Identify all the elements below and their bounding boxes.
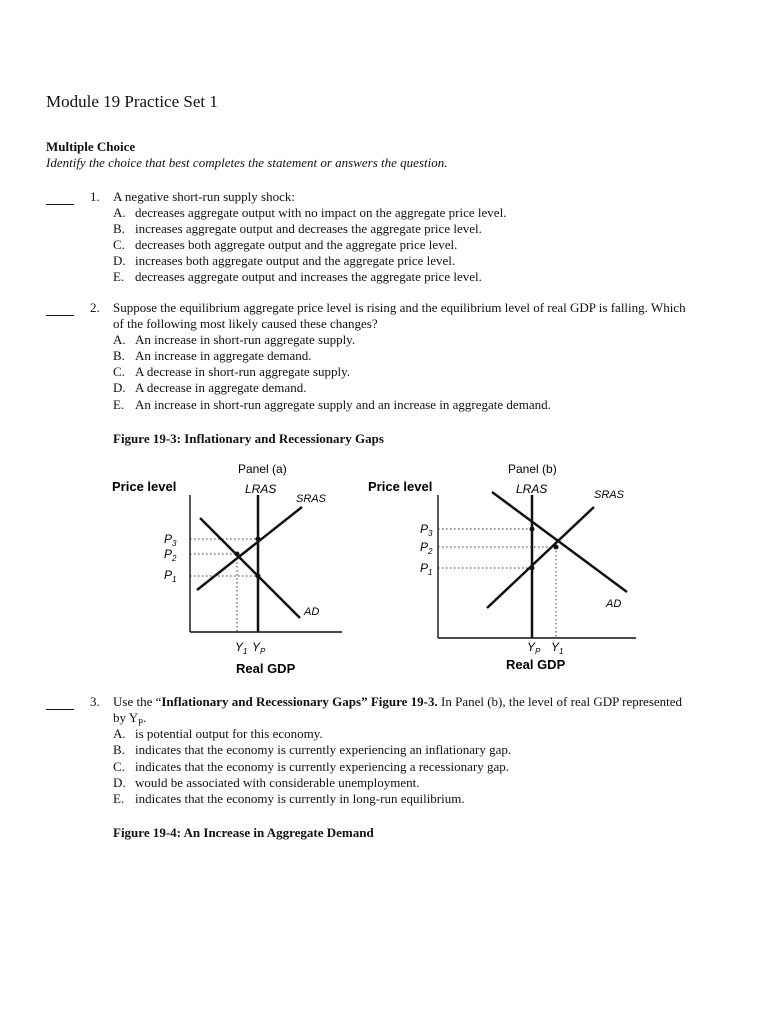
choice-a xyxy=(113,726,323,742)
choice-letter: B. xyxy=(113,742,125,757)
sras-label: SRAS xyxy=(296,493,326,505)
choice-b xyxy=(113,348,312,364)
stem-text: Use the “ xyxy=(113,694,162,709)
choice-text: An increase in aggregate demand. xyxy=(135,348,312,363)
choice-letter: D. xyxy=(113,380,126,395)
point-p2 xyxy=(235,552,240,557)
point-p2 xyxy=(554,545,559,550)
choice-letter: C. xyxy=(113,364,125,379)
answer-blank-q3[interactable] xyxy=(46,697,74,710)
section-title: Multiple Choice xyxy=(46,139,136,154)
tick-p3: $P_3$ xyxy=(420,522,433,538)
x-axis-label: Real GDP xyxy=(506,657,566,672)
tick-y1: $Y_1$ xyxy=(235,640,248,656)
panel-b xyxy=(368,462,636,672)
question-stem: A negative short-run supply shock: xyxy=(113,189,295,204)
answer-blank-q2[interactable] xyxy=(46,303,74,316)
choice-letter: D. xyxy=(113,253,126,268)
stem-bold: Figure 19-3. xyxy=(370,694,438,709)
choice-text: decreases aggregate output with no impact on the aggregate price level. xyxy=(135,205,507,220)
tick-p1: $P_1$ xyxy=(420,561,433,577)
choice-letter: B. xyxy=(113,221,125,236)
choice-letter: D. xyxy=(113,775,126,790)
choice-c xyxy=(113,759,509,775)
x-axis-label: Real GDP xyxy=(236,661,296,676)
tick-yp: $Y_P$ xyxy=(252,640,266,656)
choice-text: A decrease in short-run aggregate supply. xyxy=(135,364,351,379)
point-p1 xyxy=(530,566,535,571)
question-stem-line-1: Suppose the equilibrium aggregate price level is rising and the equilibrium level of real GDP is falling. Which xyxy=(113,300,686,315)
choice-text: An increase in short-run aggregate supply. xyxy=(135,332,356,347)
tick-p2: $P_2$ xyxy=(164,547,177,563)
choice-text: A decrease in aggregate demand. xyxy=(135,380,307,395)
choice-letter: B. xyxy=(113,348,125,363)
question-number: 3. xyxy=(90,694,100,709)
choice-d xyxy=(113,775,419,791)
panel-title: Panel (b) xyxy=(508,462,557,476)
figure-caption: Figure 19-4: An Increase in Aggregate Demand xyxy=(113,825,374,840)
choice-d xyxy=(113,380,306,396)
point-p1 xyxy=(256,574,261,579)
question-number: 2. xyxy=(90,300,100,315)
choice-letter: C. xyxy=(113,237,125,252)
page-title: Module 19 Practice Set 1 xyxy=(46,92,218,111)
point-p3 xyxy=(530,527,535,532)
choice-letter: A. xyxy=(113,726,126,741)
tick-p1: $P_1$ xyxy=(164,568,177,584)
ad-label: AD xyxy=(304,606,320,618)
stem-text: by Y xyxy=(113,710,139,725)
choice-b xyxy=(113,221,482,237)
choice-text: increases both aggregate output and the aggregate price level. xyxy=(135,253,456,268)
question-stem-line-2 xyxy=(113,710,146,728)
instructions: Identify the choice that best completes the statement or answers the question. xyxy=(46,155,448,170)
panel-a xyxy=(112,462,342,676)
choice-letter: E. xyxy=(113,397,125,412)
question-stem-line-2: of the following most likely caused these changes? xyxy=(113,316,378,331)
question-stem-line-1 xyxy=(113,694,682,710)
choice-text: An increase in short-run aggregate supply and an increase in aggregate demand. xyxy=(135,397,551,412)
choice-letter: E. xyxy=(113,269,125,284)
sras-label: SRAS xyxy=(594,489,624,501)
lras-label: LRAS xyxy=(516,482,548,496)
answer-blank-q1[interactable] xyxy=(46,192,74,205)
choice-e xyxy=(113,397,551,413)
choice-e xyxy=(113,269,482,285)
choice-text: indicates that the economy is currently experiencing an inflationary gap. xyxy=(135,742,512,757)
ad-curve xyxy=(200,518,300,618)
stem-bold: Inflationary and Recessionary Gaps” xyxy=(161,694,368,709)
ad-curve xyxy=(492,492,627,592)
ad-label: AD xyxy=(606,598,622,610)
sras-curve xyxy=(197,507,302,590)
choice-text: increases aggregate output and decreases the aggregate price level. xyxy=(135,221,482,236)
figure-19-3 xyxy=(100,455,660,680)
question-number: 1. xyxy=(90,189,100,204)
choice-letter: A. xyxy=(113,205,126,220)
choice-a xyxy=(113,205,506,221)
choice-c xyxy=(113,364,350,380)
sras-curve xyxy=(487,507,594,608)
choice-text: decreases aggregate output and increases the aggregate price level. xyxy=(135,269,482,284)
panel-title: Panel (a) xyxy=(238,462,287,476)
y-axis-label: Price level xyxy=(368,479,433,494)
choice-a xyxy=(113,332,355,348)
stem-text: In Panel (b), the level of real GDP represented xyxy=(437,694,683,709)
tick-p3: $P_3$ xyxy=(164,532,177,548)
choice-letter: A. xyxy=(113,332,126,347)
point-p3 xyxy=(256,537,261,542)
choice-text: indicates that the economy is currently in long-run equilibrium. xyxy=(135,791,465,806)
choice-text: would be associated with considerable unemployment. xyxy=(135,775,420,790)
choice-text: indicates that the economy is currently experiencing a recessionary gap. xyxy=(135,759,509,774)
lras-label: LRAS xyxy=(245,482,277,496)
choice-text: decreases both aggregate output and the aggregate price level. xyxy=(135,237,458,252)
choice-letter: C. xyxy=(113,759,125,774)
choice-b xyxy=(113,742,511,758)
y-axis-label: Price level xyxy=(112,479,177,494)
choice-e xyxy=(113,791,465,807)
choice-letter: E. xyxy=(113,791,125,806)
stem-subscript: P xyxy=(138,717,144,728)
tick-y1: $Y_1$ xyxy=(551,640,564,656)
tick-p2: $P_2$ xyxy=(420,540,433,556)
tick-yp: $Y_P$ xyxy=(527,640,541,656)
choice-text: is potential output for this economy. xyxy=(135,726,323,741)
stem-text: . xyxy=(143,710,147,725)
figure-caption: Figure 19-3: Inflationary and Recessionary Gaps xyxy=(113,431,384,446)
choice-d xyxy=(113,253,455,269)
choice-c xyxy=(113,237,457,253)
